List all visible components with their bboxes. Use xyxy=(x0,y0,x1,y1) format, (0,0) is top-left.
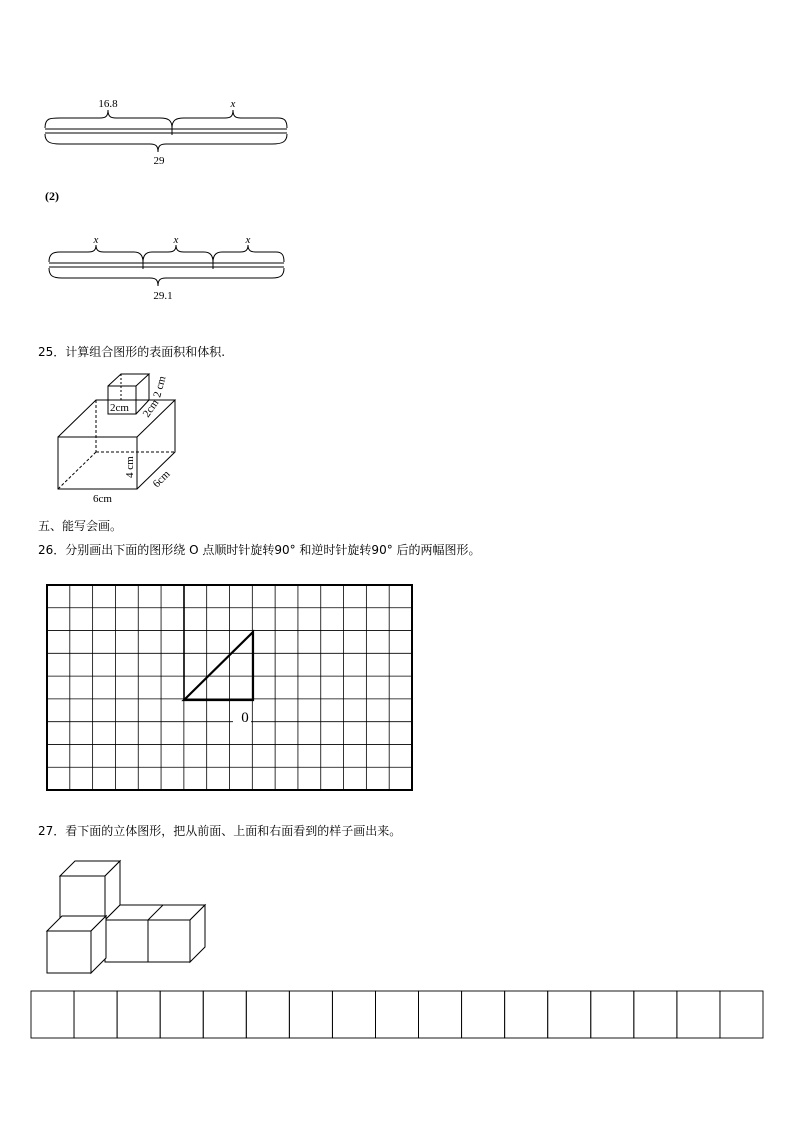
part-x-3: x xyxy=(245,234,251,246)
answer-cell xyxy=(74,991,117,1038)
answer-cell xyxy=(634,991,677,1038)
part-2-label: (2) xyxy=(45,189,59,203)
label-29: 29 xyxy=(153,155,165,167)
answer-cell xyxy=(720,991,763,1038)
point-o-label: 0 xyxy=(241,710,249,726)
answer-cell xyxy=(548,991,591,1038)
answer-cell xyxy=(289,991,332,1038)
answer-cell xyxy=(117,991,160,1038)
question-25-text: 25．计算组合图形的表面积和体积. xyxy=(38,345,226,359)
answer-cell xyxy=(419,991,462,1038)
answer-cell xyxy=(246,991,289,1038)
answer-cell xyxy=(591,991,634,1038)
large-height-label: 4 cm xyxy=(124,456,136,478)
answer-cell xyxy=(462,991,505,1038)
label-29-1: 29.1 xyxy=(153,290,173,302)
large-length-label: 6cm xyxy=(93,493,112,505)
answer-cell xyxy=(375,991,418,1038)
label-x: x xyxy=(230,98,236,110)
answer-cell xyxy=(31,991,74,1038)
question-26-text: 26．分别画出下面的图形绕 O 点顺时针旋转90° 和逆时针旋转90° 后的两幅图形。 xyxy=(38,543,481,557)
section-5-heading: 五、能写会画。 xyxy=(38,519,123,533)
part-x-1: x xyxy=(93,234,99,246)
small-depth-label: 2cm xyxy=(140,397,162,420)
answer-cell xyxy=(332,991,375,1038)
part-x-2: x xyxy=(173,234,179,246)
large-depth-label: 6cm xyxy=(150,468,173,491)
answer-cell xyxy=(160,991,203,1038)
answer-cell xyxy=(677,991,720,1038)
small-length-label: 2cm xyxy=(110,402,129,414)
label-16-8: 16.8 xyxy=(98,98,118,110)
answer-cell xyxy=(203,991,246,1038)
answer-cell xyxy=(505,991,548,1038)
small-height-label: 2 cm xyxy=(151,374,169,399)
question-27-text: 27．看下面的立体图形，把从前面、上面和右面看到的样子画出来。 xyxy=(38,824,402,838)
